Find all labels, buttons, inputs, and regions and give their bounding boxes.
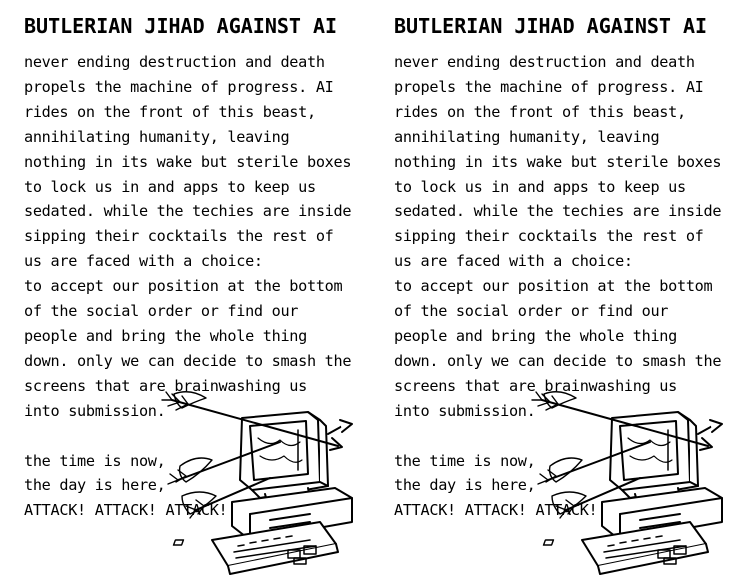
flyer-body-text: never ending destruction and death propels the machine of progress. AI rides on the front of this beast, annihilating humanity, leaving nothing in its wake but sterile boxes to lock us in and apps to keep us sedated. while the techies are inside sipping their cocktails the rest of us are faced with a choice: to accept our position at the bottom of the social order or find our people and bring the whole thing down. only we can decide to smash the screens that are brainwashing us into submission. the time is now, the day is here, ATTACK! ATTACK! ATTACK! (24, 53, 352, 520)
computer-pierced-by-arrows-icon (530, 390, 740, 580)
flyer-right (370, 0, 746, 581)
flyer-body-text: never ending destruction and death propels the machine of progress. AI rides on the front of this beast, annihilating humanity, leaving nothing in its wake but sterile boxes to lock us in and apps to keep us sedated. while the techies are inside sipping their cocktails the rest of us are faced with a choice: to accept our position at the bottom of the social order or find our people and bring the whole thing down. only we can decide to smash the screens that are brainwashing us into submission. the time is now, the day is here, ATTACK! ATTACK! ATTACK! (394, 53, 722, 520)
flyer-title: BUTLERIAN JIHAD AGAINST AI (394, 14, 708, 38)
flyer-title: BUTLERIAN JIHAD AGAINST AI (24, 14, 338, 38)
computer-pierced-by-arrows-icon (160, 390, 370, 580)
